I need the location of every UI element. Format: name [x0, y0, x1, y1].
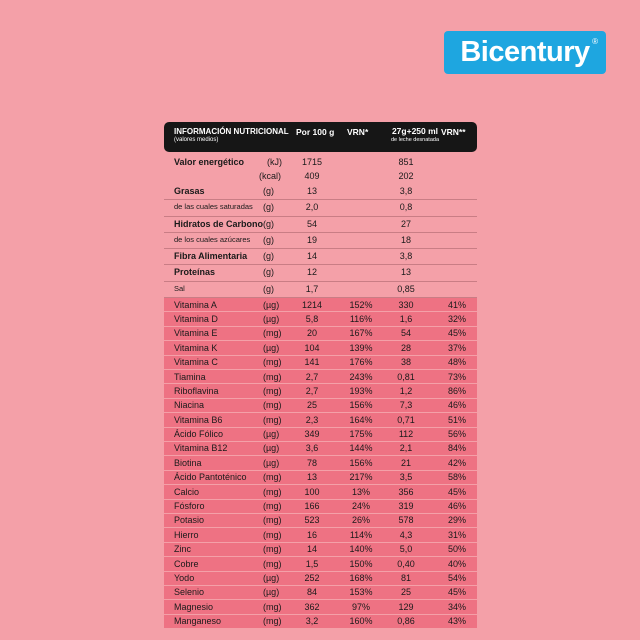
nutrient-name: Grasas — [174, 186, 205, 196]
header-info — [174, 127, 289, 145]
nutrient-unit: (g) — [263, 202, 274, 213]
value-serving: 319 — [398, 501, 414, 512]
value-serving: 356 — [398, 486, 414, 497]
value-vrn1: 97% — [351, 601, 370, 612]
nutrient-unit: (mg) — [263, 400, 282, 411]
nutrient-unit: (mg) — [263, 529, 282, 540]
value-vrn1: 176% — [349, 357, 373, 368]
nutrient-unit: (µg) — [263, 587, 280, 598]
value-vrn2: 46% — [447, 501, 466, 512]
value-vrn2: 84% — [447, 443, 466, 454]
value-per100: 2,7 — [305, 385, 319, 396]
value-serving: 54 — [400, 328, 411, 339]
nutrient-unit: (g) — [263, 218, 274, 229]
header-per100: Por 100 g — [296, 127, 335, 137]
value-serving: 13 — [400, 267, 411, 278]
value-vrn2: 32% — [447, 313, 466, 324]
nutrient-name: Calcio — [174, 486, 200, 497]
nutrient-name: Vitamina E — [174, 328, 218, 339]
value-vrn2: 31% — [447, 529, 466, 540]
vitamin-row — [164, 471, 477, 485]
value-vrn2: 37% — [447, 342, 466, 353]
energy-unit-kj: (kJ) — [267, 157, 282, 167]
macro-row — [164, 200, 477, 216]
value-per100: 13 — [306, 186, 317, 196]
value-per100: 5,8 — [305, 313, 319, 324]
vitamin-row — [164, 615, 477, 629]
header-vrn2: VRN** — [441, 127, 466, 137]
nutrient-name: Fibra Alimentaria — [174, 251, 248, 262]
nutrient-unit: (µg) — [263, 299, 280, 310]
vitamin-row — [164, 428, 477, 442]
nutrient-unit: (µg) — [263, 313, 280, 324]
nutrient-name: Vitamina B12 — [174, 443, 228, 454]
nutrient-unit: (mg) — [263, 414, 282, 425]
value-per100: 362 — [304, 601, 320, 612]
value-per100: 2,7 — [305, 371, 319, 382]
value-vrn1: 114% — [349, 529, 373, 540]
energy-serv-kj: 851 — [398, 157, 414, 167]
nutrient-name: Magnesio — [174, 601, 214, 612]
value-serving: 3,8 — [399, 186, 413, 196]
value-vrn1: 26% — [351, 515, 370, 526]
vitamin-row — [164, 485, 477, 499]
value-serving: 112 — [398, 429, 414, 440]
macro-row — [164, 217, 477, 233]
vitamin-row — [164, 442, 477, 456]
value-serving: 27 — [400, 218, 411, 229]
nutrient-unit: (mg) — [263, 501, 282, 512]
vitamin-row — [164, 528, 477, 542]
vitamin-row — [164, 543, 477, 557]
logo-text: Bicentury — [460, 36, 590, 68]
nutrient-unit: (mg) — [263, 371, 282, 382]
macro-row — [164, 233, 477, 249]
header-serving-sub: de leche desnatada — [390, 137, 439, 143]
value-serving: 7,3 — [399, 400, 413, 411]
nutrient-unit: (mg) — [263, 616, 282, 627]
value-vrn1: 160% — [349, 616, 373, 627]
value-serving: 3,8 — [399, 251, 413, 262]
vitamin-row — [164, 557, 477, 571]
value-per100: 1,7 — [305, 283, 319, 294]
nutrient-unit: (mg) — [263, 601, 282, 612]
vitamin-row — [164, 586, 477, 600]
value-serving: 0,85 — [397, 283, 415, 294]
value-vrn2: 41% — [447, 299, 466, 310]
nutrient-name: Biotina — [174, 457, 202, 468]
value-per100: 12 — [306, 267, 317, 278]
nutrient-unit: (µg) — [263, 443, 280, 454]
nutrient-name: Vitamina K — [174, 342, 218, 353]
registered-mark: ® — [592, 37, 598, 46]
value-serving: 0,40 — [397, 558, 415, 569]
value-vrn1: 153% — [349, 587, 373, 598]
vitamin-row — [164, 370, 477, 384]
value-vrn2: 40% — [447, 558, 466, 569]
nutrient-name: Vitamina D — [174, 313, 218, 324]
value-per100: 13 — [306, 472, 317, 483]
energy-p100-kcal: 409 — [304, 171, 320, 181]
value-vrn1: 193% — [349, 385, 373, 396]
vitamin-row — [164, 298, 477, 312]
nutrient-unit: (mg) — [263, 486, 282, 497]
nutrient-name: Tiamina — [174, 371, 206, 382]
energy-label: Valor energético — [174, 157, 245, 167]
value-vrn1: 156% — [349, 457, 373, 468]
value-serving: 3,5 — [399, 472, 413, 483]
value-serving: 2,1 — [399, 443, 413, 454]
value-vrn2: 54% — [447, 573, 466, 583]
value-vrn1: 140% — [349, 544, 373, 555]
nutrient-unit: (g) — [263, 186, 274, 196]
value-vrn2: 73% — [447, 371, 466, 382]
value-serving: 1,6 — [399, 313, 413, 324]
nutrient-name: Proteínas — [174, 267, 216, 278]
value-per100: 2,3 — [305, 414, 319, 425]
nutrient-name: Vitamina C — [174, 357, 218, 368]
value-vrn2: 58% — [447, 472, 466, 483]
nutrient-name: Ácido Fólico — [174, 429, 224, 440]
value-serving: 38 — [400, 357, 411, 368]
value-per100: 3,6 — [305, 443, 319, 454]
value-per100: 19 — [306, 234, 317, 245]
vitamin-row — [164, 327, 477, 341]
value-vrn1: 152% — [349, 299, 373, 310]
header-vrn1: VRN* — [347, 127, 369, 137]
value-per100: 3,2 — [305, 616, 319, 627]
nutrient-unit: (g) — [263, 283, 274, 294]
vitamin-row — [164, 456, 477, 470]
value-serving: 0,86 — [397, 616, 415, 627]
vitamin-row — [164, 413, 477, 427]
nutrient-name: Ácido Pantoténico — [174, 472, 247, 483]
nutrient-name: Vitamina A — [174, 299, 217, 310]
value-vrn2: 42% — [447, 457, 466, 468]
nutrient-name: Hidratos de Carbono — [174, 218, 264, 229]
nutrient-name: Cobre — [174, 558, 199, 569]
nutrient-name: Sal — [174, 283, 185, 293]
value-vrn2: 45% — [447, 486, 466, 497]
value-vrn2: 45% — [447, 328, 466, 339]
value-per100: 523 — [304, 515, 320, 526]
nutrient-name: de las cuales saturadas — [174, 202, 253, 212]
value-per100: 54 — [306, 218, 317, 229]
nutrient-name: Vitamina B6 — [174, 414, 223, 425]
value-vrn1: 217% — [349, 472, 373, 483]
macro-row — [164, 184, 477, 200]
nutrient-name: Potasio — [174, 515, 205, 526]
value-per100: 100 — [304, 486, 320, 497]
vitamins-section — [164, 298, 477, 629]
value-vrn1: 164% — [349, 414, 373, 425]
nutrient-unit: (g) — [263, 234, 274, 245]
macro-row — [164, 265, 477, 281]
value-serving: 28 — [400, 342, 411, 353]
table-header — [164, 122, 477, 152]
value-per100: 2,0 — [305, 202, 319, 213]
value-per100: 84 — [306, 587, 317, 598]
value-vrn1: 116% — [349, 313, 373, 324]
value-vrn1: 139% — [349, 342, 373, 353]
value-per100: 252 — [304, 573, 320, 583]
nutrient-name: Fósforo — [174, 501, 205, 512]
nutrient-name: Riboflavina — [174, 385, 219, 396]
nutrient-unit: (µg) — [263, 457, 280, 468]
value-per100: 1214 — [301, 299, 323, 310]
value-vrn1: 13% — [351, 486, 370, 497]
nutrient-unit: (mg) — [263, 385, 282, 396]
vitamin-row — [164, 514, 477, 528]
value-per100: 78 — [306, 457, 317, 468]
value-per100: 104 — [304, 342, 320, 353]
value-per100: 16 — [306, 529, 317, 540]
nutrient-unit: (mg) — [263, 328, 282, 339]
value-vrn1: 243% — [349, 371, 373, 382]
value-per100: 1,5 — [305, 558, 319, 569]
nutrient-unit: (mg) — [263, 515, 282, 526]
energy-p100-kj: 1715 — [301, 157, 323, 167]
value-serving: 25 — [400, 587, 411, 598]
value-per100: 14 — [306, 251, 317, 262]
nutrient-name: Manganeso — [174, 616, 222, 627]
vitamin-row — [164, 399, 477, 413]
nutrient-unit: (mg) — [263, 357, 282, 368]
value-vrn2: 43% — [447, 616, 466, 627]
value-serving: 330 — [398, 299, 414, 310]
vitamin-row — [164, 500, 477, 514]
nutrient-name: Niacina — [174, 400, 205, 411]
value-vrn2: 50% — [447, 544, 466, 555]
value-serving: 129 — [398, 601, 414, 612]
value-serving: 0,71 — [397, 414, 415, 425]
value-serving: 1,2 — [399, 385, 413, 396]
nutrient-name: de los cuales azúcares — [174, 234, 251, 244]
value-serving: 0,81 — [397, 371, 415, 382]
value-vrn1: 24% — [351, 501, 370, 512]
value-per100: 25 — [306, 400, 317, 411]
value-vrn1: 150% — [349, 558, 373, 569]
value-vrn2: 86% — [447, 385, 466, 396]
header-serving-label: 27g+250 ml — [391, 126, 439, 136]
vitamin-row — [164, 600, 477, 614]
value-per100: 349 — [304, 429, 320, 440]
nutrient-unit: (g) — [263, 267, 274, 278]
value-vrn1: 168% — [349, 573, 373, 583]
nutrient-unit: (mg) — [263, 472, 282, 483]
vitamin-row — [164, 341, 477, 355]
value-vrn1: 167% — [349, 328, 373, 339]
value-serving: 18 — [400, 234, 411, 245]
vitamin-row — [164, 572, 477, 586]
value-serving: 578 — [398, 515, 414, 526]
value-vrn2: 45% — [447, 587, 466, 598]
value-vrn1: 175% — [349, 429, 373, 440]
macro-row — [164, 249, 477, 265]
value-vrn2: 34% — [447, 601, 466, 612]
nutrient-unit: (µg) — [263, 573, 280, 583]
nutrient-unit: (µg) — [263, 429, 280, 440]
value-vrn2: 29% — [447, 515, 466, 526]
value-serving: 4,3 — [399, 529, 413, 540]
nutrient-name: Zinc — [174, 544, 192, 555]
value-serving: 81 — [400, 573, 411, 583]
value-per100: 14 — [306, 544, 317, 555]
energy-unit-kcal: (kcal) — [259, 171, 281, 181]
macros-section — [164, 184, 477, 298]
vitamin-row — [164, 356, 477, 370]
energy-serv-kcal: 202 — [398, 171, 414, 181]
value-serving: 21 — [400, 457, 411, 468]
nutrient-name: Hierro — [174, 529, 199, 540]
value-vrn1: 144% — [349, 443, 373, 454]
value-per100: 20 — [306, 328, 317, 339]
nutrition-table — [164, 122, 477, 629]
nutrient-name: Yodo — [174, 573, 195, 583]
value-serving: 5,0 — [399, 544, 413, 555]
nutrient-unit: (g) — [263, 251, 274, 262]
value-vrn1: 156% — [349, 400, 373, 411]
value-per100: 166 — [304, 501, 320, 512]
value-vrn2: 56% — [447, 429, 466, 440]
value-vrn2: 48% — [447, 357, 466, 368]
header-subtitle: (valores medios) — [174, 137, 219, 143]
value-vrn2: 46% — [447, 400, 466, 411]
nutrient-unit: (mg) — [263, 558, 282, 569]
nutrient-unit: (µg) — [263, 342, 280, 353]
value-vrn2: 51% — [447, 414, 466, 425]
header-title: INFORMACIÓN NUTRICIONAL — [174, 127, 289, 136]
nutrient-unit: (mg) — [263, 544, 282, 555]
bicentury-logo — [444, 31, 606, 74]
vitamin-row — [164, 312, 477, 326]
macro-row — [164, 282, 477, 298]
value-per100: 141 — [304, 357, 320, 368]
energy-row — [164, 156, 477, 184]
nutrient-name: Selenio — [174, 587, 205, 598]
vitamin-row — [164, 384, 477, 398]
value-serving: 0,8 — [399, 202, 413, 213]
